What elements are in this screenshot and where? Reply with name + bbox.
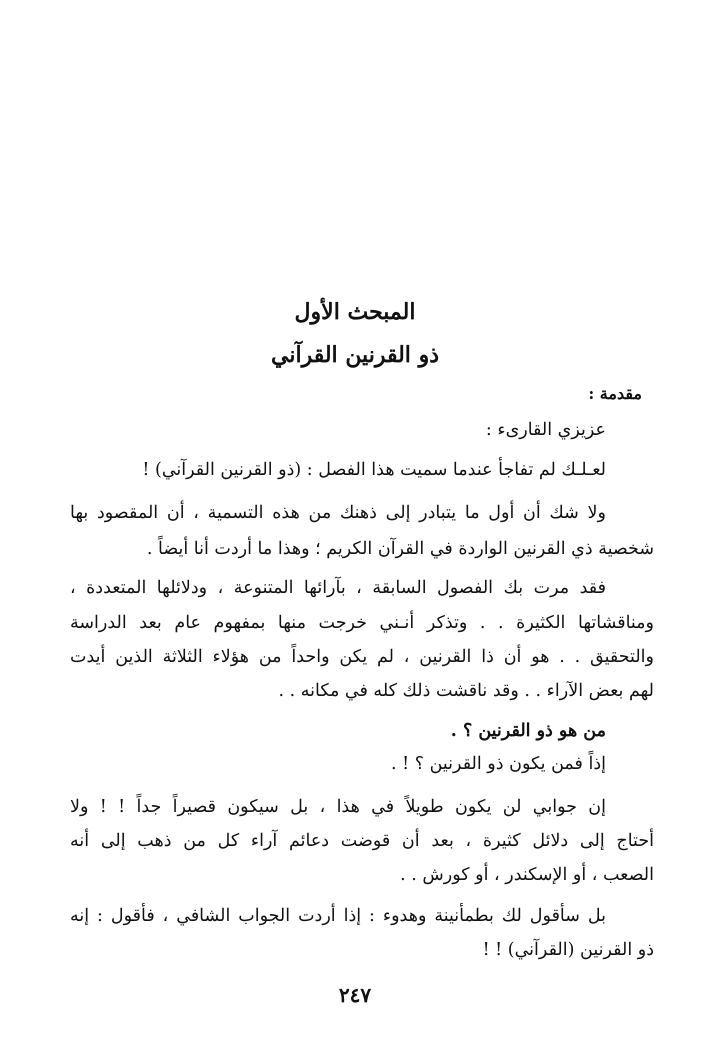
paragraph-6-line-2: ذو القرنين (القرآني) ! ! <box>482 940 654 960</box>
chapter-subtitle: ذو القرنين القرآني <box>271 342 439 368</box>
paragraph-2-line-2: شخصية ذي القرنين الواردة في القرآن الكريم ؛ وهذا ما أردت أنا أيضاً . <box>146 539 654 559</box>
salutation: عزيزي القارىء : <box>485 420 606 440</box>
paragraph-5-line-3: الصعب ، أو الإسكندر ، أو كورش . . <box>400 865 654 885</box>
paragraph-6-line-1: بل سأقول لك بطمأنينة وهدوء : إذا أردت الجواب الشافي ، فأقول : إنه <box>70 906 606 926</box>
paragraph-3-line-1: فقد مرت بك الفصول السابقة ، بآرائها المتنوعة ، ودلائلها المتعددة ، <box>70 578 606 598</box>
question-line-1: من هو ذو القرنين ؟ . <box>450 721 606 741</box>
paragraph-3-line-2: ومناقشاتها الكثيرة . . وتذكر أنـني خرجت منها بمفهوم عام بعد الدراسة <box>70 613 654 633</box>
page-number: ٢٤٧ <box>338 983 372 1007</box>
paragraph-3-line-3: والتحقيق . . هو أن ذا القرنين ، لم يكن واحداً من هؤلاء الثلاثة الذين أيدت <box>70 647 654 667</box>
paragraph-3-line-4: لهم بعض الآراء . . وقد ناقشت ذلك كله في مكانه . . <box>278 681 654 701</box>
paragraph-5-line-2: أحتاج إلى دلائل كثيرة ، بعد أن قوضت دعائم آراء كل من ذهب إلى أنه <box>70 831 654 851</box>
paragraph-5-line-1: إن جوابي لن يكون طويلاً في هذا ، بل سيكون قصيراً جداً ! ! ولا <box>70 797 606 817</box>
intro-heading: مقدمة : <box>588 384 642 403</box>
paragraph-1-line-1: لعـلـك لم تفاجأ عندما سميت هذا الفصل : (ذو القرنين القرآني) ! <box>142 460 606 480</box>
question-line-2: إذاً فمن يكون ذو القرنين ؟ ! . <box>391 754 606 774</box>
paragraph-2-line-1: ولا شك أن أول ما يتبادر إلى ذهنك من هذه التسمية ، أن المقصود بها <box>70 503 606 523</box>
chapter-title: المبحث الأول <box>294 299 416 325</box>
